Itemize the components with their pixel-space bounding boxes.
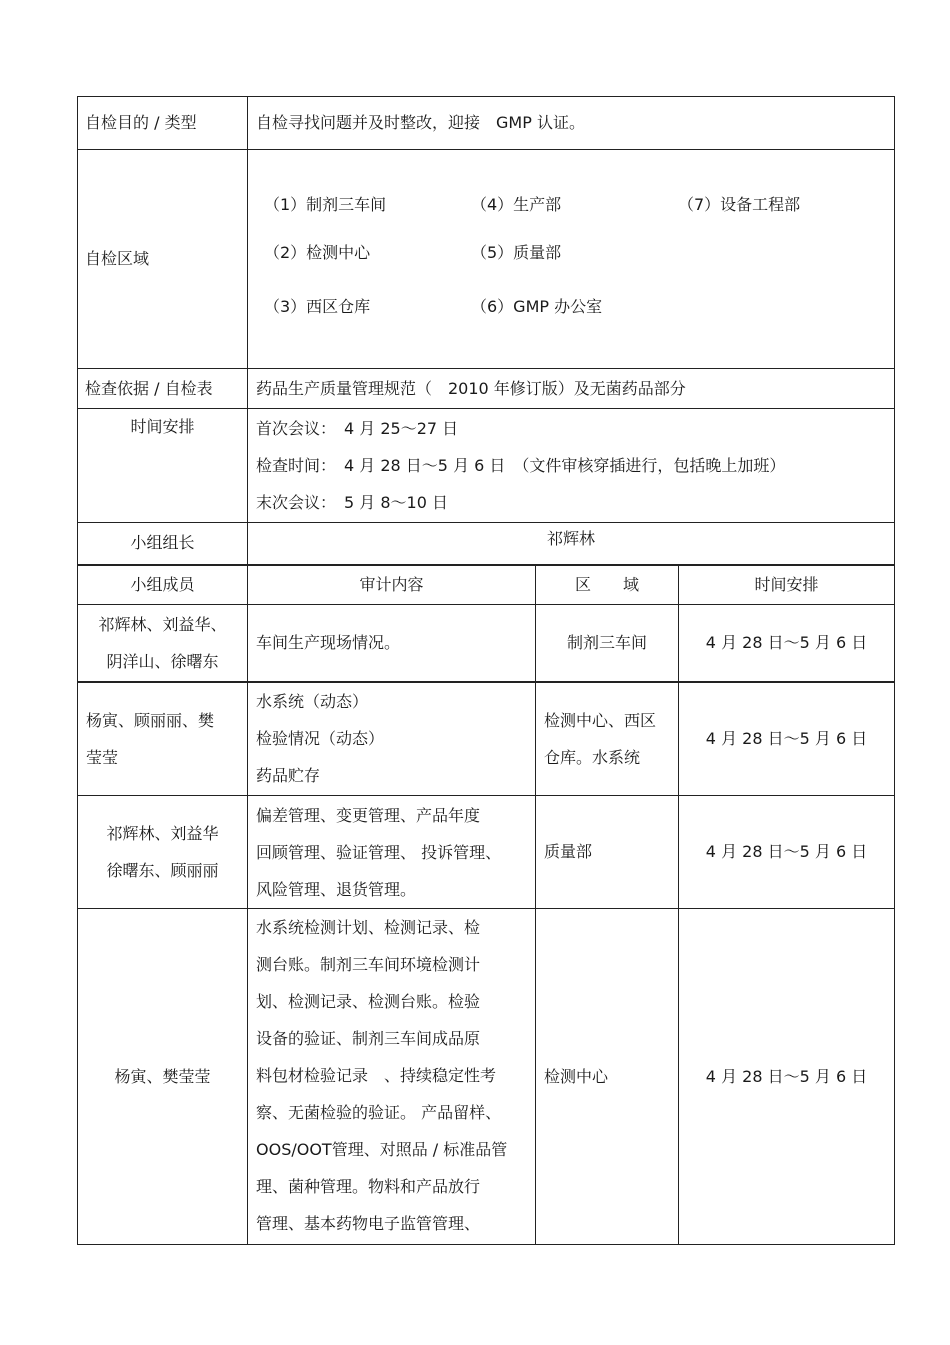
row-time: 4 月 28 日～5 月 6 日 <box>679 796 895 909</box>
audit-row <box>78 909 895 1245</box>
header-region: 区 域 <box>536 565 679 605</box>
row-region <box>536 796 679 909</box>
region-line: 检测中心 <box>544 1066 609 1086</box>
header-time: 时间安排 <box>679 565 895 605</box>
row-region <box>536 682 679 796</box>
leader-label: 小组组长 <box>78 523 248 565</box>
content-line: 回顾管理、验证管理、 投诉管理、 <box>256 842 502 862</box>
content-line: 偏差管理、变更管理、产品年度 <box>256 805 481 825</box>
member-line: 杨寅、顾丽丽、樊 <box>86 710 215 730</box>
area-item <box>678 277 878 337</box>
audit-row <box>78 605 895 682</box>
area-item: （1）制剂三车间 <box>264 195 387 214</box>
area-item: （3）西区仓库 <box>264 297 371 316</box>
area-item: （4）生产部 <box>471 195 562 214</box>
purpose-value: 自检寻找问题并及时整改，迎接 GMP 认证。 <box>248 97 895 150</box>
row-time: 4 月 28 日～5 月 6 日 <box>679 605 895 682</box>
row-members <box>78 796 248 909</box>
content-line: 车间生产现场情况。 <box>256 632 401 652</box>
schedule-label: 时间安排 <box>78 409 248 523</box>
basis-value: 药品生产质量管理规范（ 2010 年修订版）及无菌药品部分 <box>248 369 895 409</box>
region-line: 仓库。水系统 <box>544 747 641 767</box>
leader-row <box>78 523 895 565</box>
content-line: 料包材检验记录 、持续稳定性考 <box>256 1066 497 1085</box>
row-region <box>536 909 679 1245</box>
region-line: 质量部 <box>544 842 593 861</box>
row-members <box>78 909 248 1245</box>
row-content <box>248 682 536 796</box>
content-line: 管理、基本药物电子监管管理、 <box>256 1214 481 1233</box>
member-line: 祁辉林、刘益华、 <box>98 614 227 634</box>
info-table <box>77 96 895 1245</box>
content-line: 理、菌种管理。物料和产品放行 <box>256 1177 481 1196</box>
row-content <box>248 605 536 682</box>
row-content <box>248 796 536 909</box>
row-region <box>536 605 679 682</box>
member-line: 阴洋山、徐曙东 <box>106 651 219 671</box>
region-line: 制剂三车间 <box>566 632 647 652</box>
header-content: 审计内容 <box>248 565 536 605</box>
content-line: OOS/OOT管理、对照品 / 标准品管 <box>256 1140 508 1159</box>
schedule-line: 检查时间： 4 月 28 日～5 月 6 日 （文件审核穿插进行，包括晚上加班） <box>256 456 786 475</box>
audit-row <box>78 796 895 909</box>
audit-row <box>78 682 895 796</box>
row-members <box>78 605 248 682</box>
self-inspection-form <box>77 96 894 1245</box>
content-line: 划、检测记录、检测台账。检验 <box>256 992 481 1011</box>
area-item <box>678 229 878 277</box>
row-members <box>78 682 248 796</box>
member-line: 祁辉林、刘益华 <box>106 824 219 843</box>
basis-row <box>78 369 895 409</box>
member-line: 莹莹 <box>86 747 119 767</box>
row-time: 4 月 28 日～5 月 6 日 <box>679 682 895 796</box>
purpose-row <box>78 97 895 150</box>
area-item: （5）质量部 <box>471 243 562 262</box>
area-item: （6）GMP 办公室 <box>471 297 603 316</box>
header-members: 小组成员 <box>78 565 248 605</box>
member-line: 杨寅、樊莹莹 <box>114 1066 211 1086</box>
content-line: 察、无菌检验的验证。 产品留样、 <box>256 1103 502 1122</box>
schedule-line: 首次会议： 4 月 25～27 日 <box>256 419 459 438</box>
schedule-row <box>78 409 895 523</box>
content-line: 设备的验证、制剂三车间成品原 <box>256 1029 481 1048</box>
content-line: 水系统检测计划、检测记录、检 <box>256 918 481 937</box>
content-line: 检验情况（动态） <box>256 729 385 749</box>
row-time: 4 月 28 日～5 月 6 日 <box>679 909 895 1245</box>
content-line: 测台账。制剂三车间环境检测计 <box>256 955 481 974</box>
purpose-label: 自检目的 / 类型 <box>78 97 248 150</box>
member-line: 徐曙东、顾丽丽 <box>106 861 219 880</box>
audit-header-row <box>78 565 895 605</box>
basis-label: 检查依据 / 自检表 <box>78 369 248 409</box>
area-list <box>264 181 886 337</box>
content-line: 药品贮存 <box>256 766 321 786</box>
content-line: 水系统（动态） <box>256 692 369 712</box>
content-line: 风险管理、退货管理。 <box>256 879 417 899</box>
region-line: 检测中心、西区 <box>544 710 657 730</box>
area-item: （2）检测中心 <box>264 243 371 262</box>
leader-value: 祁辉林 <box>248 523 895 565</box>
area-row <box>78 150 895 369</box>
area-item: （7）设备工程部 <box>678 195 801 214</box>
area-label: 自检区域 <box>78 150 248 369</box>
row-content <box>248 909 536 1245</box>
schedule-line: 末次会议： 5 月 8～10 日 <box>256 493 448 512</box>
